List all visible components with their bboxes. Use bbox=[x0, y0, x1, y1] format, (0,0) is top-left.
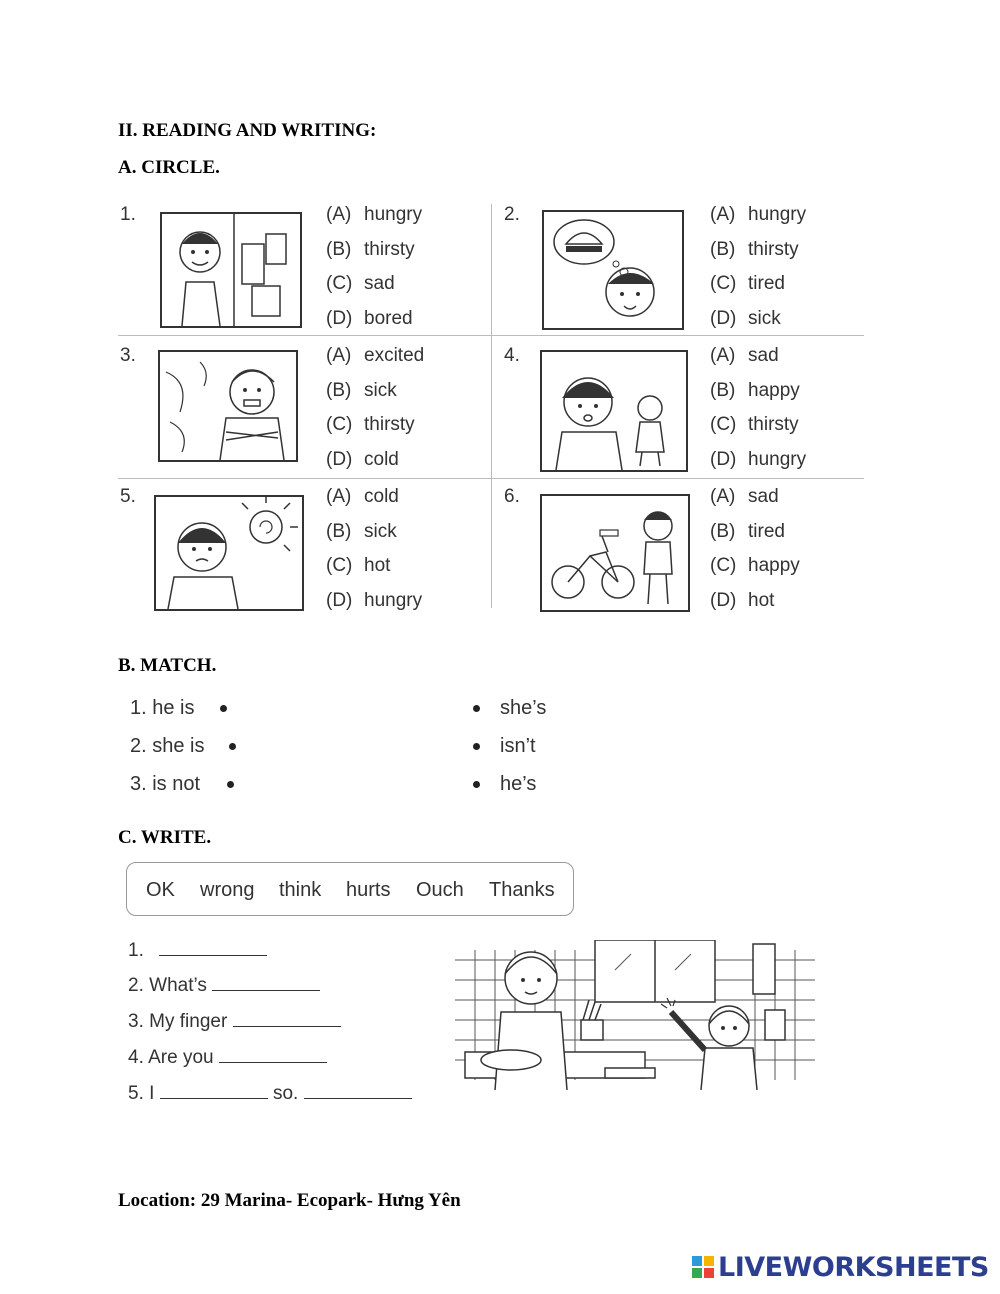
match-right-item: she’s bbox=[500, 697, 547, 719]
option[interactable] bbox=[326, 345, 424, 367]
option-text: happy bbox=[748, 380, 800, 401]
option[interactable] bbox=[710, 590, 774, 612]
option-letter: (A) bbox=[326, 345, 352, 366]
write-line-text: My finger bbox=[149, 1011, 228, 1032]
option[interactable] bbox=[710, 486, 779, 508]
option[interactable] bbox=[710, 414, 799, 436]
write-line-number: 5. bbox=[128, 1083, 144, 1104]
option-text: hungry bbox=[748, 449, 807, 470]
option-letter: (B) bbox=[326, 521, 352, 542]
picture-girl-sad bbox=[540, 350, 688, 472]
option-letter: (B) bbox=[710, 239, 736, 260]
picture-girl-hungry bbox=[542, 210, 684, 330]
picture-boy-thirsty bbox=[160, 212, 302, 328]
match-dot[interactable] bbox=[229, 743, 236, 750]
option-text: hungry bbox=[364, 590, 423, 611]
match-right-item: he’s bbox=[500, 773, 537, 795]
item-number: 3. bbox=[120, 345, 136, 366]
option[interactable] bbox=[710, 345, 779, 367]
option[interactable] bbox=[710, 449, 806, 471]
logo-text: LIVEWORKSHEETS bbox=[718, 1252, 989, 1283]
write-line-text: so. bbox=[272, 1083, 299, 1104]
match-dot[interactable] bbox=[473, 781, 480, 788]
option-letter: (A) bbox=[710, 204, 736, 225]
option[interactable] bbox=[326, 521, 397, 543]
option[interactable] bbox=[326, 273, 395, 295]
option[interactable] bbox=[710, 239, 799, 261]
option-letter: (D) bbox=[326, 449, 353, 470]
option-text: sad bbox=[364, 273, 395, 294]
option-letter: (C) bbox=[710, 414, 737, 435]
option-letter: (C) bbox=[710, 555, 737, 576]
option-text: sick bbox=[364, 521, 397, 542]
location-text: Location: 29 Marina- Ecopark- Hưng Yên bbox=[118, 1190, 461, 1211]
item-number: 6. bbox=[504, 486, 520, 507]
option-letter: (C) bbox=[326, 273, 353, 294]
match-dot[interactable] bbox=[473, 705, 480, 712]
write-line-text: Are you bbox=[148, 1047, 214, 1068]
option[interactable] bbox=[710, 204, 806, 226]
option[interactable] bbox=[710, 380, 800, 402]
match-dot[interactable] bbox=[227, 781, 234, 788]
option-letter: (B) bbox=[710, 521, 736, 542]
write-line-2 bbox=[128, 975, 320, 997]
option[interactable] bbox=[710, 308, 781, 330]
picture-kitchen bbox=[455, 940, 815, 1090]
item-number: 1. bbox=[120, 204, 136, 225]
option-letter: (B) bbox=[710, 380, 736, 401]
option[interactable] bbox=[326, 308, 413, 330]
option-letter: (A) bbox=[710, 486, 736, 507]
match-right-item: isn’t bbox=[500, 735, 536, 757]
word-bank-item: Thanks bbox=[489, 879, 555, 901]
match-heading: B. MATCH. bbox=[118, 655, 217, 676]
option-letter: (D) bbox=[326, 308, 353, 329]
item-number: 2. bbox=[504, 204, 520, 225]
option-text: cold bbox=[364, 486, 399, 507]
option-text: thirsty bbox=[364, 239, 415, 260]
option-text: sad bbox=[748, 486, 779, 507]
option[interactable] bbox=[710, 521, 785, 543]
section-heading: II. READING AND WRITING: bbox=[118, 120, 377, 141]
option-text: bored bbox=[364, 308, 413, 329]
write-line-1 bbox=[128, 940, 267, 962]
option[interactable] bbox=[326, 380, 397, 402]
option-letter: (D) bbox=[710, 308, 737, 329]
write-line-text: What’s bbox=[149, 975, 207, 996]
grid-line bbox=[491, 204, 492, 608]
word-bank bbox=[126, 862, 574, 916]
write-line-text: I bbox=[149, 1083, 155, 1104]
option-letter: (C) bbox=[710, 273, 737, 294]
answer-blank[interactable] bbox=[159, 941, 267, 956]
write-line-number: 3. bbox=[128, 1011, 144, 1032]
option-letter: (D) bbox=[710, 590, 737, 611]
answer-blank[interactable] bbox=[304, 1084, 412, 1099]
write-line-number: 1. bbox=[128, 940, 144, 961]
option[interactable] bbox=[326, 239, 415, 261]
answer-blank[interactable] bbox=[233, 1012, 341, 1027]
circle-heading: A. CIRCLE. bbox=[118, 157, 220, 178]
option-text: tired bbox=[748, 273, 785, 294]
option-letter: (A) bbox=[326, 486, 352, 507]
option-text: sick bbox=[364, 380, 397, 401]
answer-blank[interactable] bbox=[212, 976, 320, 991]
option-text: sad bbox=[748, 345, 779, 366]
option-text: thirsty bbox=[748, 239, 799, 260]
option-text: hungry bbox=[364, 204, 423, 225]
match-dot[interactable] bbox=[473, 743, 480, 750]
option-text: tired bbox=[748, 521, 785, 542]
item-number: 5. bbox=[120, 486, 136, 507]
option[interactable] bbox=[326, 486, 399, 508]
match-dot[interactable] bbox=[220, 705, 227, 712]
logo-icon bbox=[692, 1254, 714, 1276]
option-text: cold bbox=[364, 449, 399, 470]
option[interactable] bbox=[326, 204, 422, 226]
option[interactable] bbox=[326, 449, 399, 471]
write-line-4 bbox=[128, 1047, 327, 1069]
option-text: hot bbox=[748, 590, 775, 611]
option-text: excited bbox=[364, 345, 425, 366]
option-letter: (B) bbox=[326, 239, 352, 260]
option[interactable] bbox=[326, 590, 422, 612]
match-left-item: 1. he is bbox=[130, 697, 195, 719]
item-number: 4. bbox=[504, 345, 520, 366]
picture-boy-cold bbox=[158, 350, 298, 462]
option[interactable] bbox=[710, 555, 800, 577]
answer-blank[interactable] bbox=[160, 1084, 268, 1099]
option-letter: (A) bbox=[710, 345, 736, 366]
word-bank-item: Ouch bbox=[416, 879, 464, 901]
option-letter: (B) bbox=[326, 380, 352, 401]
picture-boy-bike bbox=[540, 494, 690, 612]
write-line-5 bbox=[128, 1083, 412, 1105]
option-text: thirsty bbox=[748, 414, 799, 435]
option-text: thirsty bbox=[364, 414, 415, 435]
option-text: sick bbox=[748, 308, 781, 329]
option-letter: (C) bbox=[326, 414, 353, 435]
option[interactable] bbox=[710, 273, 785, 295]
option-letter: (D) bbox=[710, 449, 737, 470]
option-letter: (A) bbox=[326, 204, 352, 225]
picture-boy-hot bbox=[154, 495, 304, 611]
write-line-3 bbox=[128, 1011, 341, 1033]
option-text: hungry bbox=[748, 204, 807, 225]
word-bank-item: OK bbox=[146, 879, 175, 901]
match-left-item: 3. is not bbox=[130, 773, 201, 795]
liveworksheets-logo[interactable] bbox=[692, 1252, 989, 1283]
option[interactable] bbox=[326, 414, 415, 436]
word-bank-item: wrong bbox=[200, 879, 255, 901]
answer-blank[interactable] bbox=[219, 1048, 327, 1063]
word-bank-item: hurts bbox=[346, 879, 391, 901]
option[interactable] bbox=[326, 555, 390, 577]
write-line-number: 4. bbox=[128, 1047, 144, 1068]
match-left-item: 2. she is bbox=[130, 735, 205, 757]
option-text: happy bbox=[748, 555, 800, 576]
write-line-number: 2. bbox=[128, 975, 144, 996]
option-letter: (D) bbox=[326, 590, 353, 611]
option-text: hot bbox=[364, 555, 391, 576]
option-letter: (C) bbox=[326, 555, 353, 576]
word-bank-item: think bbox=[279, 879, 322, 901]
write-heading: C. WRITE. bbox=[118, 827, 212, 848]
